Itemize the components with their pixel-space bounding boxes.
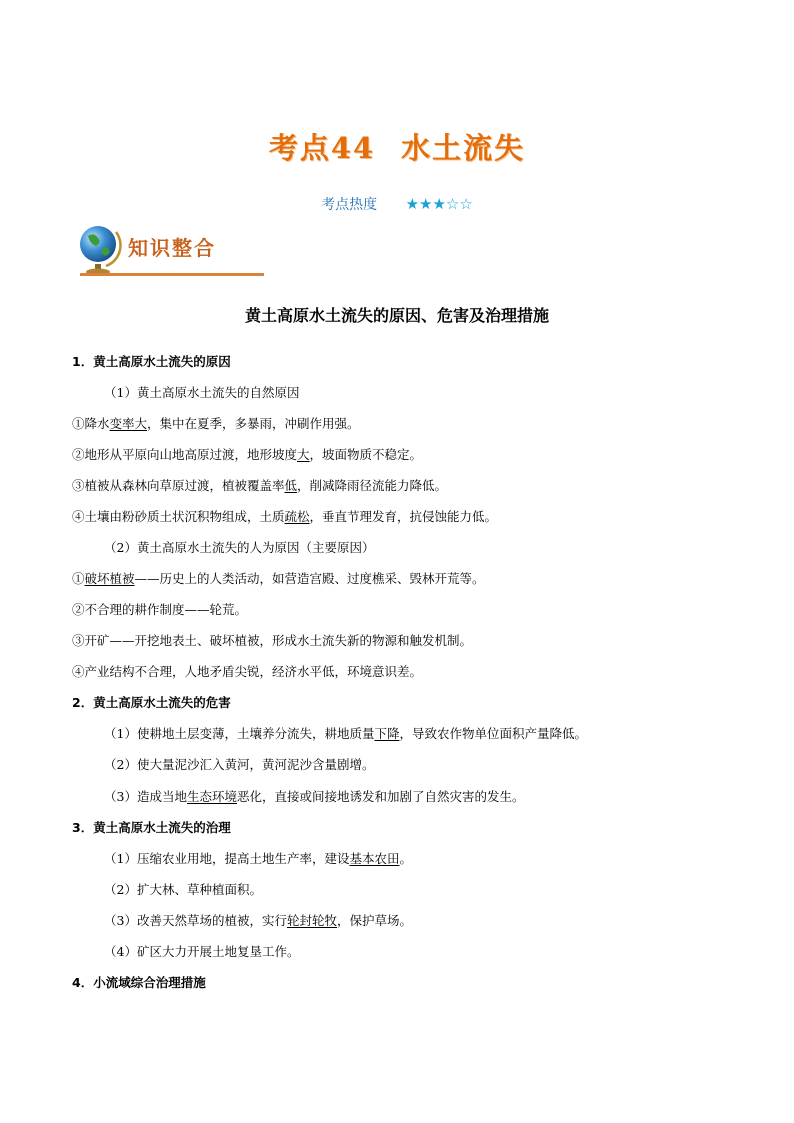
paragraph-soil: ④土壤由粉砂质土状沉积物组成，土质疏松，垂直节理发育，抗侵蚀能力低。 (72, 509, 498, 524)
underlined-term: 变率大 (109, 416, 148, 431)
paragraph-harm-3: （3）造成当地生态环境恶化，直接或间接地诱发和加剧了自然灾害的发生。 (104, 789, 525, 804)
underlined-term: 生态环境 (186, 789, 237, 804)
paragraph-rainfall: ①降水变率大，集中在夏季，多暴雨，冲刷作用强。 (72, 416, 360, 431)
paragraph-harm-1: （1）使耕地土层变薄，土壤养分流失，耕地质量下降，导致农作物单位面积产量降低。 (104, 726, 587, 741)
paragraph-treatment-1: （1）压缩农业用地，提高土地生产率，建设基本农田。 (104, 851, 412, 866)
paragraph-mining: ③开矿——开挖地表土、破坏植被，形成水土流失新的物源和触发机制。 (72, 633, 473, 648)
banner-label: 知识整合 (128, 236, 216, 260)
subheading-natural-causes: （1）黄土高原水土流失的自然原因 (104, 385, 300, 400)
paragraph-vegetation-destruction: ①破坏植被——历史上的人类活动，如营造宫殿、过度樵采、毁林开荒等。 (72, 571, 485, 586)
title-topic-number: 考点44 (268, 131, 376, 165)
heading-causes: 1．黄土高原水土流失的原因 (72, 354, 231, 369)
underlined-term: 基本农田 (349, 851, 400, 866)
heat-rating (0, 194, 794, 214)
underlined-term: 破坏植被 (84, 571, 135, 586)
heading-watershed: 4．小流域综合治理措施 (72, 975, 206, 990)
banner-underline (80, 273, 264, 276)
globe-icon (76, 222, 124, 276)
section-title: 黄土高原水土流失的原因、危害及治理措施 (244, 306, 549, 325)
paragraph-harm-2: （2）使大量泥沙汇入黄河，黄河泥沙含量剧增。 (104, 757, 375, 772)
underlined-term: 疏松 (284, 509, 310, 524)
paragraph-treatment-3: （3）改善天然草场的植被，实行轮封轮牧，保护草场。 (104, 913, 412, 928)
heat-stars: ★★★☆☆ (405, 195, 473, 213)
subheading-human-causes: （2）黄土高原水土流失的人为原因（主要原因） (104, 540, 375, 555)
knowledge-banner (76, 222, 266, 278)
heat-label: 考点热度 (321, 197, 378, 213)
paragraph-vegetation: ③植被从森林向草原过渡，植被覆盖率低，削减降雨径流能力降低。 (72, 478, 448, 493)
underlined-term: 轮封轮牧 (286, 913, 337, 928)
title-topic-name: 水土流失 (401, 131, 526, 165)
underlined-term: 低 (284, 478, 298, 493)
heading-treatment: 3．黄土高原水土流失的治理 (72, 820, 231, 835)
page-title (0, 126, 794, 167)
underlined-term: 下降 (374, 726, 400, 741)
heading-harms: 2．黄土高原水土流失的危害 (72, 695, 231, 710)
paragraph-industry: ④产业结构不合理，人地矛盾尖锐，经济水平低，环境意识差。 (72, 664, 423, 679)
paragraph-treatment-4: （4）矿区大力开展土地复垦工作。 (104, 944, 300, 959)
paragraph-terrain: ②地形从平原向山地高原过渡，地形坡度大，坡面物质不稳定。 (72, 447, 423, 462)
underlined-term: 大 (297, 447, 310, 462)
paragraph-farming-system: ②不合理的耕作制度——轮荒。 (72, 602, 248, 617)
paragraph-treatment-2: （2）扩大林、草种植面积。 (104, 882, 262, 897)
